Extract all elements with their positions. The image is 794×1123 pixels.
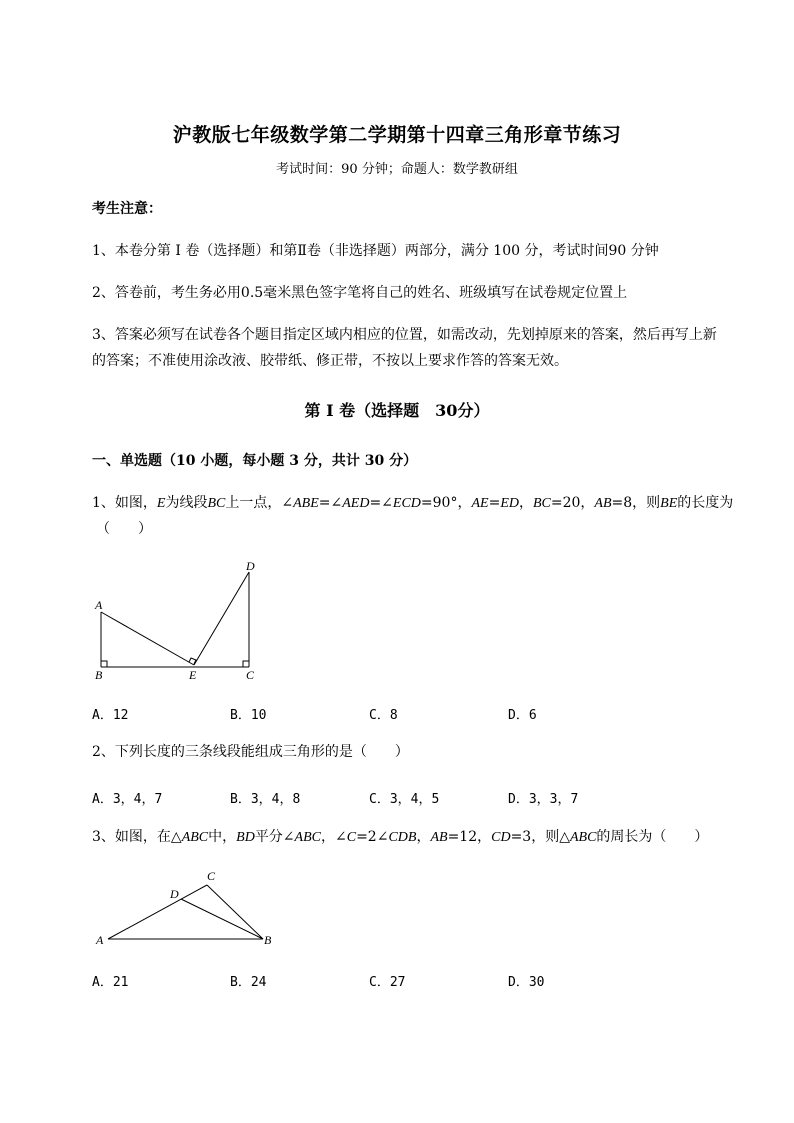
q1-option-c: C．8 bbox=[369, 708, 398, 723]
question-2-text: 2、下列长度的三条线段能组成三角形的是（ ） bbox=[92, 744, 409, 760]
question-1-text: 1、如图，E为线段BC上一点，∠ABE=∠AED=∠ECD=90°，AE=ED，BC=20，AB=8，则BE的长度为 bbox=[92, 495, 734, 511]
question-1-figure bbox=[88, 555, 268, 685]
notice-item-3-line-2: 的答案；不准使用涂改液、胶带纸、修正带，不按以上要求作答的答案无效。 bbox=[92, 353, 568, 369]
right-angle-c bbox=[243, 661, 249, 667]
label-b: B bbox=[264, 933, 272, 947]
label-e: E bbox=[189, 668, 197, 682]
q3-option-b: B．24 bbox=[230, 975, 267, 990]
q2-option-a: A．3，4，7 bbox=[92, 792, 163, 807]
question-3-text: 3、如图，在△ABC中，BD平分∠ABC，∠C=2∠CDB，AB=12，CD=3，则△ABC的周长为（ ） bbox=[92, 829, 709, 845]
notice-item-1: 1、本卷分第 I 卷（选择题）和第Ⅱ卷（非选择题）两部分，满分 100 分，考试时间90 分钟 bbox=[92, 243, 659, 259]
notice-item-3-line-1: 3、答案必须写在试卷各个题目指定区域内相应的位置，如需改动，先划掉原来的答案，然后再写上新 bbox=[92, 327, 717, 343]
q2-option-b: B．3，4，8 bbox=[230, 792, 301, 807]
exam-info: 考试时间：90 分钟；命题人：数学教研组 bbox=[276, 162, 518, 177]
label-c: C bbox=[246, 668, 255, 682]
q3-option-a: A．21 bbox=[92, 975, 129, 990]
segment-ed bbox=[194, 572, 249, 665]
q1-option-a: A．12 bbox=[92, 708, 129, 723]
segment-cb bbox=[207, 885, 263, 939]
segment-ac bbox=[108, 885, 207, 939]
question-1-answer-paren: （ ） bbox=[96, 521, 152, 537]
label-a: A bbox=[95, 598, 103, 612]
q1-option-b: B．10 bbox=[230, 708, 267, 723]
q3-option-c: C．27 bbox=[369, 975, 406, 990]
label-c: C bbox=[207, 869, 216, 883]
right-angle-b bbox=[101, 661, 107, 667]
part-heading: 一、单选题（10 小题，每小题 3 分，共计 30 分） bbox=[92, 453, 418, 469]
label-d: D bbox=[246, 559, 255, 573]
label-d: D bbox=[170, 887, 179, 901]
q2-option-c: C．3，4，5 bbox=[369, 792, 440, 807]
label-b: B bbox=[95, 668, 103, 682]
notice-item-2: 2、答卷前，考生务必用0.5毫米黑色签字笔将自己的姓名、班级填写在试卷规定位置上 bbox=[92, 285, 628, 301]
segment-ae bbox=[101, 612, 194, 665]
label-a: A bbox=[96, 933, 104, 947]
q3-option-d: D．30 bbox=[508, 975, 545, 990]
q1-option-d: D．6 bbox=[508, 708, 537, 723]
q2-option-d: D．3，3，7 bbox=[508, 792, 579, 807]
section-title: 第 I 卷（选择题 30分） bbox=[304, 401, 490, 420]
question-3-figure bbox=[88, 864, 288, 954]
document-title: 沪教版七年级数学第二学期第十四章三角形章节练习 bbox=[172, 124, 622, 146]
segment-db bbox=[181, 899, 263, 939]
notice-heading: 考生注意： bbox=[92, 201, 162, 217]
